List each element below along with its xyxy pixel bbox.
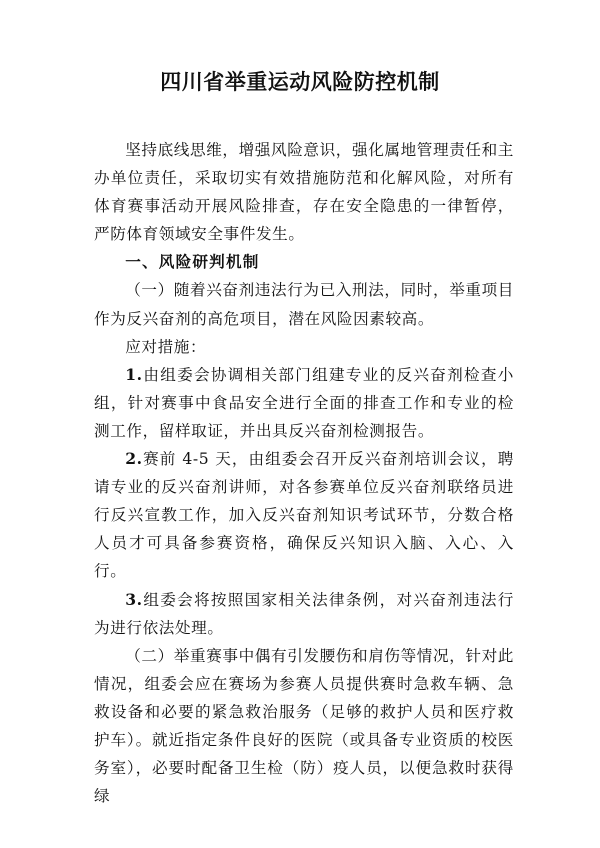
measure-3-number: 3. [125, 589, 143, 609]
measure-1-text: 由组委会协调相关部门组建专业的反兴奋剂检查小组，针对赛事中食品安全进行全面的排查工作和专业的检测工作，留样取证，并出具反兴奋剂检测报告。 [94, 365, 514, 440]
measure-2-text: 赛前 4-5 天，由组委会召开反兴奋剂培训会议，聘请专业的反兴奋剂讲师，对各参赛单位反兴奋剂联络员进行反兴宣教工作，加入反兴奋剂知识考试环节，分数合格人员才可具备参赛资格，确保反兴知识入脑、入心、入行。 [94, 450, 514, 581]
item-1-paragraph: （一）随着兴奋剂违法行为已入刑法，同时，举重项目作为反兴奋剂的高危项目，潜在风险因素较高。 [94, 281, 514, 328]
intro-paragraph: 坚持底线思维，增强风险意识，强化属地管理责任和主办单位责任，采取切实有效措施防范和化解风险，对所有体育赛事活动开展风险排查，存在安全隐患的一律暂停，严防体育领域安全事件发生。 [94, 141, 514, 244]
measure-2-paragraph [94, 445, 514, 585]
item-2-paragraph: （二）举重赛事中偶有引发腰伤和肩伤等情况，针对此情况，组委会应在赛场为参赛人员提供赛时急救车辆、急救设备和必要的紧急救治服务（足够的救护人员和医疗救护车）。就近指定条件良好的医院（或具备专业资质的校医务室），必要时配备卫生检（防）疫人员，以便急救时获得绿 [94, 646, 514, 806]
measure-3-paragraph [94, 586, 514, 642]
document-title: 四川省举重运动风险防控机制 [160, 70, 440, 94]
document-body [94, 136, 514, 810]
measure-2-number: 2. [125, 449, 143, 469]
measures-label: 应对措施： [125, 337, 207, 356]
measure-1-number: 1. [125, 364, 143, 384]
measure-3-text: 组委会将按照国家相关法律条例，对兴奋剂违法行为进行依法处理。 [94, 590, 514, 637]
section-heading: 一、风险研判机制 [125, 253, 260, 272]
measure-1-paragraph [94, 361, 514, 445]
